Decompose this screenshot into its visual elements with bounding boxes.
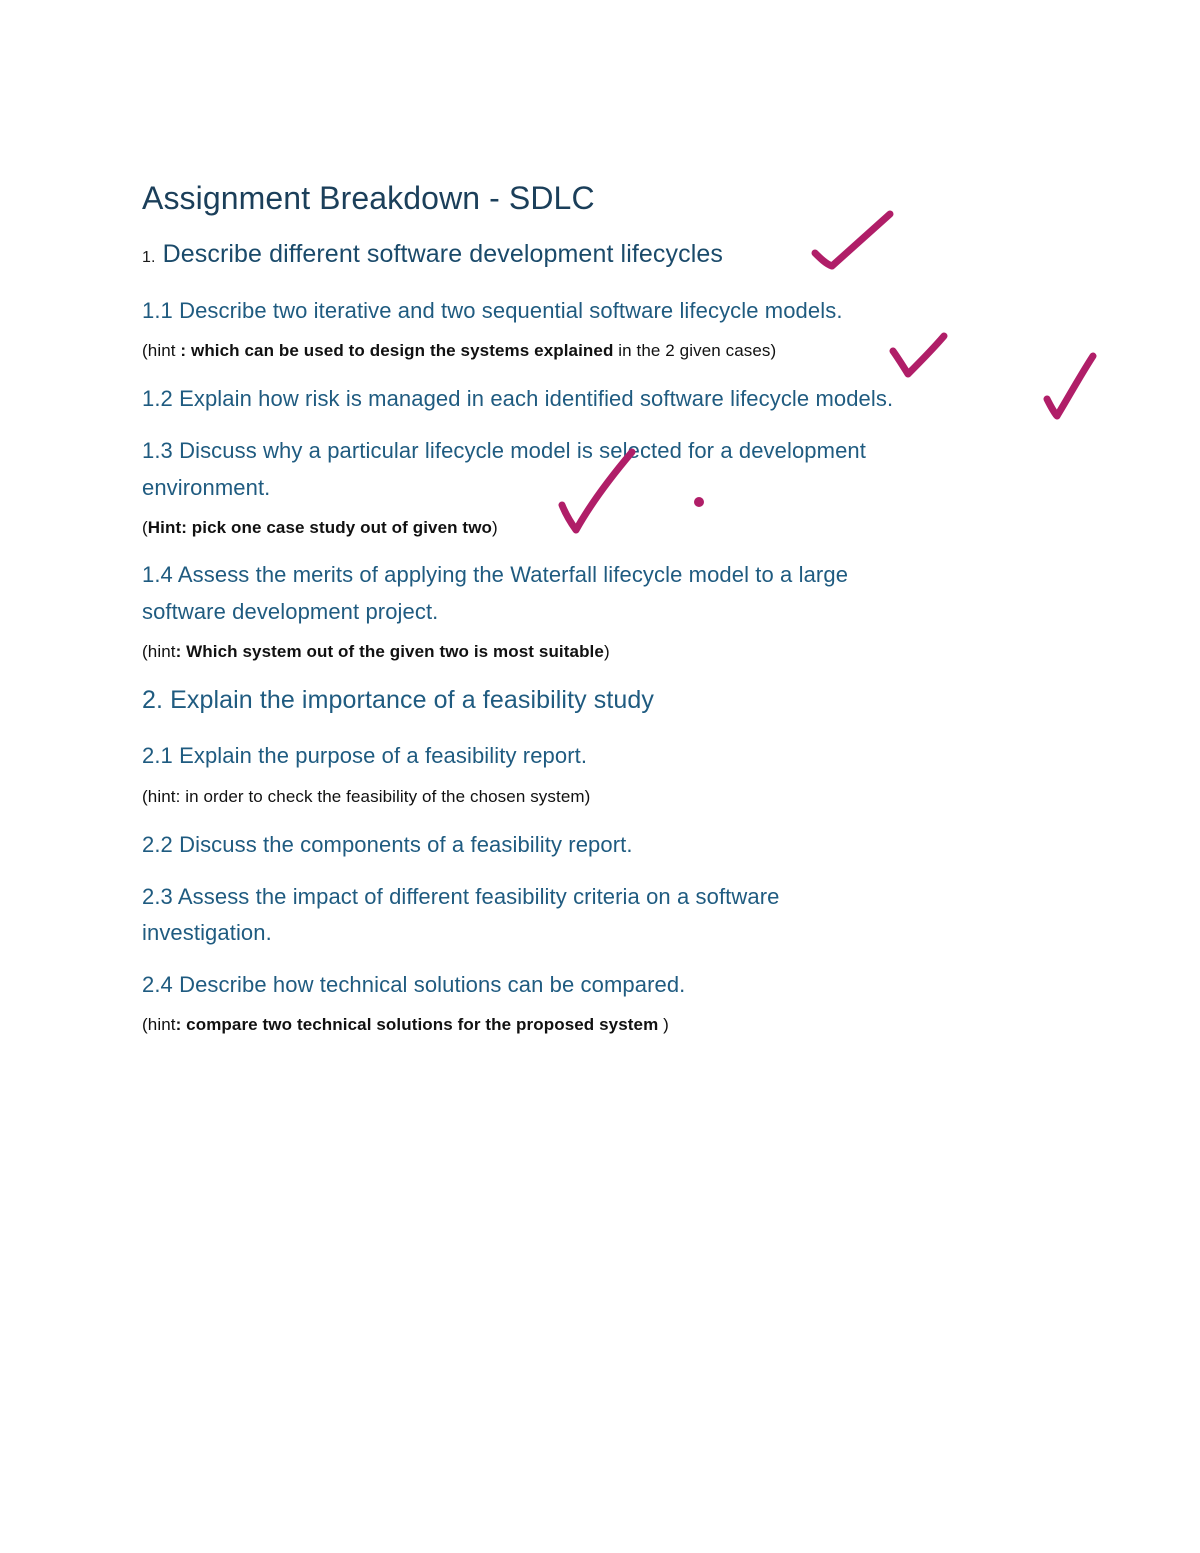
section-1-number: 1. <box>142 249 156 266</box>
item-2-3-line-1: 2.3 Assess the impact of different feasibility criteria on a software <box>142 884 780 909</box>
section-2-heading: 2. Explain the importance of a feasibility study <box>142 686 655 714</box>
item-1-3-line-1: 1.3 Discuss why a particular lifecycle model is selected for a development <box>142 438 866 463</box>
item-2-1: 2.1 Explain the purpose of a feasibility report. <box>142 743 588 768</box>
hint-1-1: (hint : which can be used to design the systems explained in the 2 given cases) <box>142 341 777 360</box>
checkmark-icon <box>815 214 890 266</box>
section-1-text: Describe different software development lifecycles <box>155 240 723 268</box>
hint-1-3: (Hint: pick one case study out of given two) <box>142 518 498 537</box>
item-1-1: 1.1 Describe two iterative and two sequential software lifecycle models. <box>142 298 843 323</box>
checkmark-icon <box>1047 356 1093 416</box>
hint-1-4: (hint: Which system out of the given two is most suitable) <box>142 642 610 661</box>
item-2-3-line-2: investigation. <box>142 920 272 945</box>
item-1-4-line-1: 1.4 Assess the merits of applying the Waterfall lifecycle model to a large <box>142 562 849 587</box>
item-1-3-line-2: environment. <box>142 475 271 500</box>
item-1-4-line-2: software development project. <box>142 599 439 624</box>
section-1-heading <box>142 240 723 269</box>
hint-2-1: (hint: in order to check the feasibility of the chosen system) <box>142 787 591 806</box>
item-2-2: 2.2 Discuss the components of a feasibility report. <box>142 832 633 857</box>
ink-dot <box>695 498 703 506</box>
item-1-2: 1.2 Explain how risk is managed in each identified software lifecycle models. <box>142 386 894 411</box>
checkmark-icon <box>893 336 944 374</box>
page-title: Assignment Breakdown - SDLC <box>142 180 595 216</box>
item-2-4: 2.4 Describe how technical solutions can be compared. <box>142 972 686 997</box>
hint-2-4: (hint: compare two technical solutions for the proposed system ) <box>142 1015 669 1034</box>
